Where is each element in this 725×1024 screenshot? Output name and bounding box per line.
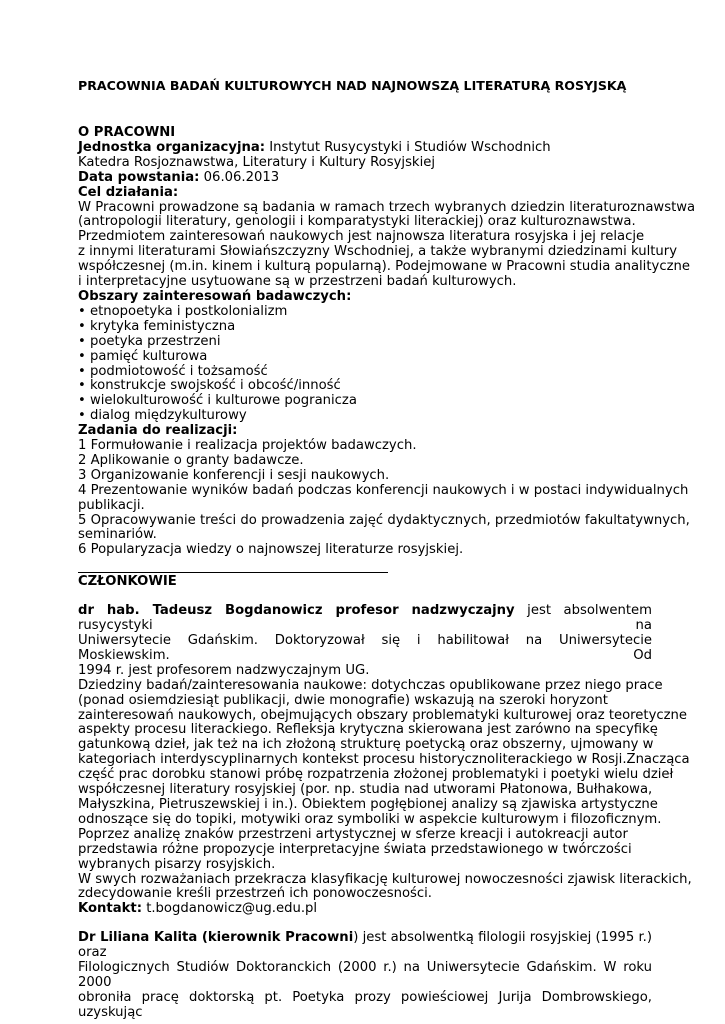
area-item: • dialog międzykulturowy [78, 408, 247, 424]
document-page [78, 78, 696, 1021]
unit-line-2: Katedra Rosjoznawstwa, Literatury i Kultury Rosyjskiej [78, 154, 436, 170]
date-line [78, 171, 652, 186]
member-1-text-line: Małyszkina, Pietruszewskiej i in.). Obiektem pogłębionej analizy są zjawiska artystyczne [78, 796, 658, 812]
goal-text-line: współczesnej (m.in. kinem i kulturą popularną). Podejmowane w Pracowni studia analityczne [78, 259, 690, 275]
member-1-text-line: (ponad osiemdziesiąt publikacji, dwie monografie) wskazują na szeroki horyzont [78, 692, 608, 708]
goal-text-line: (antropologii literatury, genologii i komparatystyki literackiej) oraz kulturoznawstwa. [78, 214, 636, 230]
area-item: • poetyka przestrzeni [78, 333, 221, 349]
goal-text-line: Przedmiotem zainteresowań naukowych jest najnowsza literatura rosyjska i jej relacje [78, 229, 645, 245]
member-1-text-line: zainteresowań naukowych, obejmujących obszary problematyki kulturowej oraz teoretyczne [78, 707, 688, 723]
area-item: • wielokulturowość i kulturowe pogranicza [78, 393, 357, 409]
unit-line [78, 141, 652, 156]
member-2-intro-rest: ) jest absolwentką filologii rosyjskiej (1995 r.) oraz [78, 930, 652, 961]
member-1-text-line: kategoriach interdyscyplinarnych kontekst procesu historycznoliterackiego w Rosji.Znacząca [78, 752, 690, 768]
task-item: 3 Organizowanie konferencji i sesji naukowych. [78, 467, 390, 483]
area-item: • etnopoetyka i postkolonializm [78, 303, 288, 319]
unit-value: Instytut Rusycystyki i Studiów Wschodnich [265, 139, 551, 155]
about-heading: O PRACOWNI [78, 125, 176, 140]
area-item: • pamięć kulturowa [78, 348, 208, 364]
member-1-text-line: aspekty procesu literackiego. Refleksja krytyczna skierowana jest zarówno na specyfikę [78, 722, 658, 738]
member-1-text-line: odnoszące się do topiki, motywiki oraz symboliki w aspekcie kulturowym i filozoficznym. [78, 811, 662, 827]
date-label: Data powstania: [78, 169, 200, 185]
member-2-name: Dr Liliana Kalita (kierownik Pracowni [78, 930, 354, 946]
member-1-text-line: 1994 r. jest profesorem nadzwyczajnym UG. [78, 662, 370, 678]
unit-label: Jednostka organizacyjna: [78, 139, 266, 155]
tasks-label: Zadania do realizacji: [78, 423, 238, 439]
member-1-text-line: Uniwersytecie Gdańskim. Doktoryzował się i habilitował na Uniwersytecie Moskiewskim. Od [78, 633, 652, 663]
member-1-text-line: W swych rozważaniach przekracza klasyfikację kulturowej nowoczesności zjawisk literackich, [78, 871, 692, 887]
area-item: • podmiotowość i tożsamość [78, 363, 268, 379]
goal-label: Cel działania: [78, 184, 179, 200]
member-1-text-line: współczesnej literatury rosyjskiej (por. np. studia nad utworami Płatonowa, Bułhakowa, [78, 782, 653, 798]
task-item: seminariów. [78, 527, 157, 543]
date-value: 06.06.2013 [199, 169, 280, 185]
contact-email: t.bogdanowicz@ug.edu.pl [142, 901, 318, 917]
area-item: • krytyka feministyczna [78, 318, 236, 334]
goal-text-line: i interpretacyjne usytuowane są w przestrzeni badań kulturowych. [78, 274, 517, 290]
member-1-text-line: Dziedziny badań/zainteresowania naukowe: dotychczas opublikowane przez niego prace [78, 677, 663, 693]
task-item: 6 Popularyzacja wiedzy o najnowszej literaturze rosyjskiej. [78, 542, 464, 558]
task-item: publikacji. [78, 497, 145, 513]
task-item: 5 Opracowywanie treści do prowadzenia zajęć dydaktycznych, przedmiotów fakultatywnych, [78, 512, 690, 528]
goal-text-line: z innymi literaturami Słowiańszczyzny Wschodniej, a także wybranymi dziedzinami kultury [78, 244, 678, 260]
member-1-text-line: zdecydowanie kreśli przestrzeń ich ponowoczesności. [78, 886, 432, 902]
member-1-text-line: gatunkową dzieł, jak też na ich złożoną strukturę poetycką oraz obszerny, ujmowany w [78, 737, 654, 753]
member-1-text-line: wybranych pisarzy rosyjskich. [78, 856, 276, 872]
member-2-text-line: Filologicznych Studiów Doktoranckich (2000 r.) na Uniwersytecie Gdańskim. W roku 2000 [78, 960, 652, 990]
section-divider [78, 572, 388, 573]
member-2-intro [78, 931, 652, 961]
task-item: 4 Prezentowanie wyników badań podczas konferencji naukowych i w postaci indywidualnych [78, 482, 689, 498]
task-item: 1 Formułowanie i realizacja projektów badawczych. [78, 438, 417, 454]
areas-label: Obszary zainteresowań badawczych: [78, 288, 352, 304]
member-2-text-line: obroniła pracę doktorską pt. Poetyka prozy powieściowej Jurija Dombrowskiego, uzyskując [78, 989, 652, 1020]
member-1-text-line: Poprzez analizę znaków przestrzeni artystycznej w sferze kreacji i autokreacji autor [78, 826, 628, 842]
document-title: PRACOWNIA BADAŃ KULTUROWYCH NAD NAJNOWSZĄ LITERATURĄ ROSYJSKĄ [78, 78, 627, 93]
member-1-intro [78, 604, 652, 634]
area-item: • konstrukcje swojskość i obcość/inność [78, 378, 341, 394]
member-1-text-line: przedstawia różne propozycje interpretacyjne świata przedstawionego w twórczości [78, 841, 632, 857]
member-1-contact [78, 902, 652, 917]
member-1-intro-rest: jest absolwentem rusycystyki na [78, 603, 652, 634]
contact-label: Kontakt: [78, 901, 142, 917]
goal-text-line: W Pracowni prowadzone są badania w ramach trzech wybranych dziedzin literaturoznawstwa [78, 199, 696, 215]
task-item: 2 Aplikowanie o granty badawcze. [78, 452, 304, 468]
member-1-name: dr hab. Tadeusz Bogdanowicz profesor nadzwyczajny [78, 603, 515, 619]
member-1-text-line: część prac dorobku stanowi próbę rozpatrzenia złożonej problematyki i poetyki wielu dzieł [78, 767, 674, 783]
members-heading: CZŁONKOWIE [78, 574, 177, 590]
